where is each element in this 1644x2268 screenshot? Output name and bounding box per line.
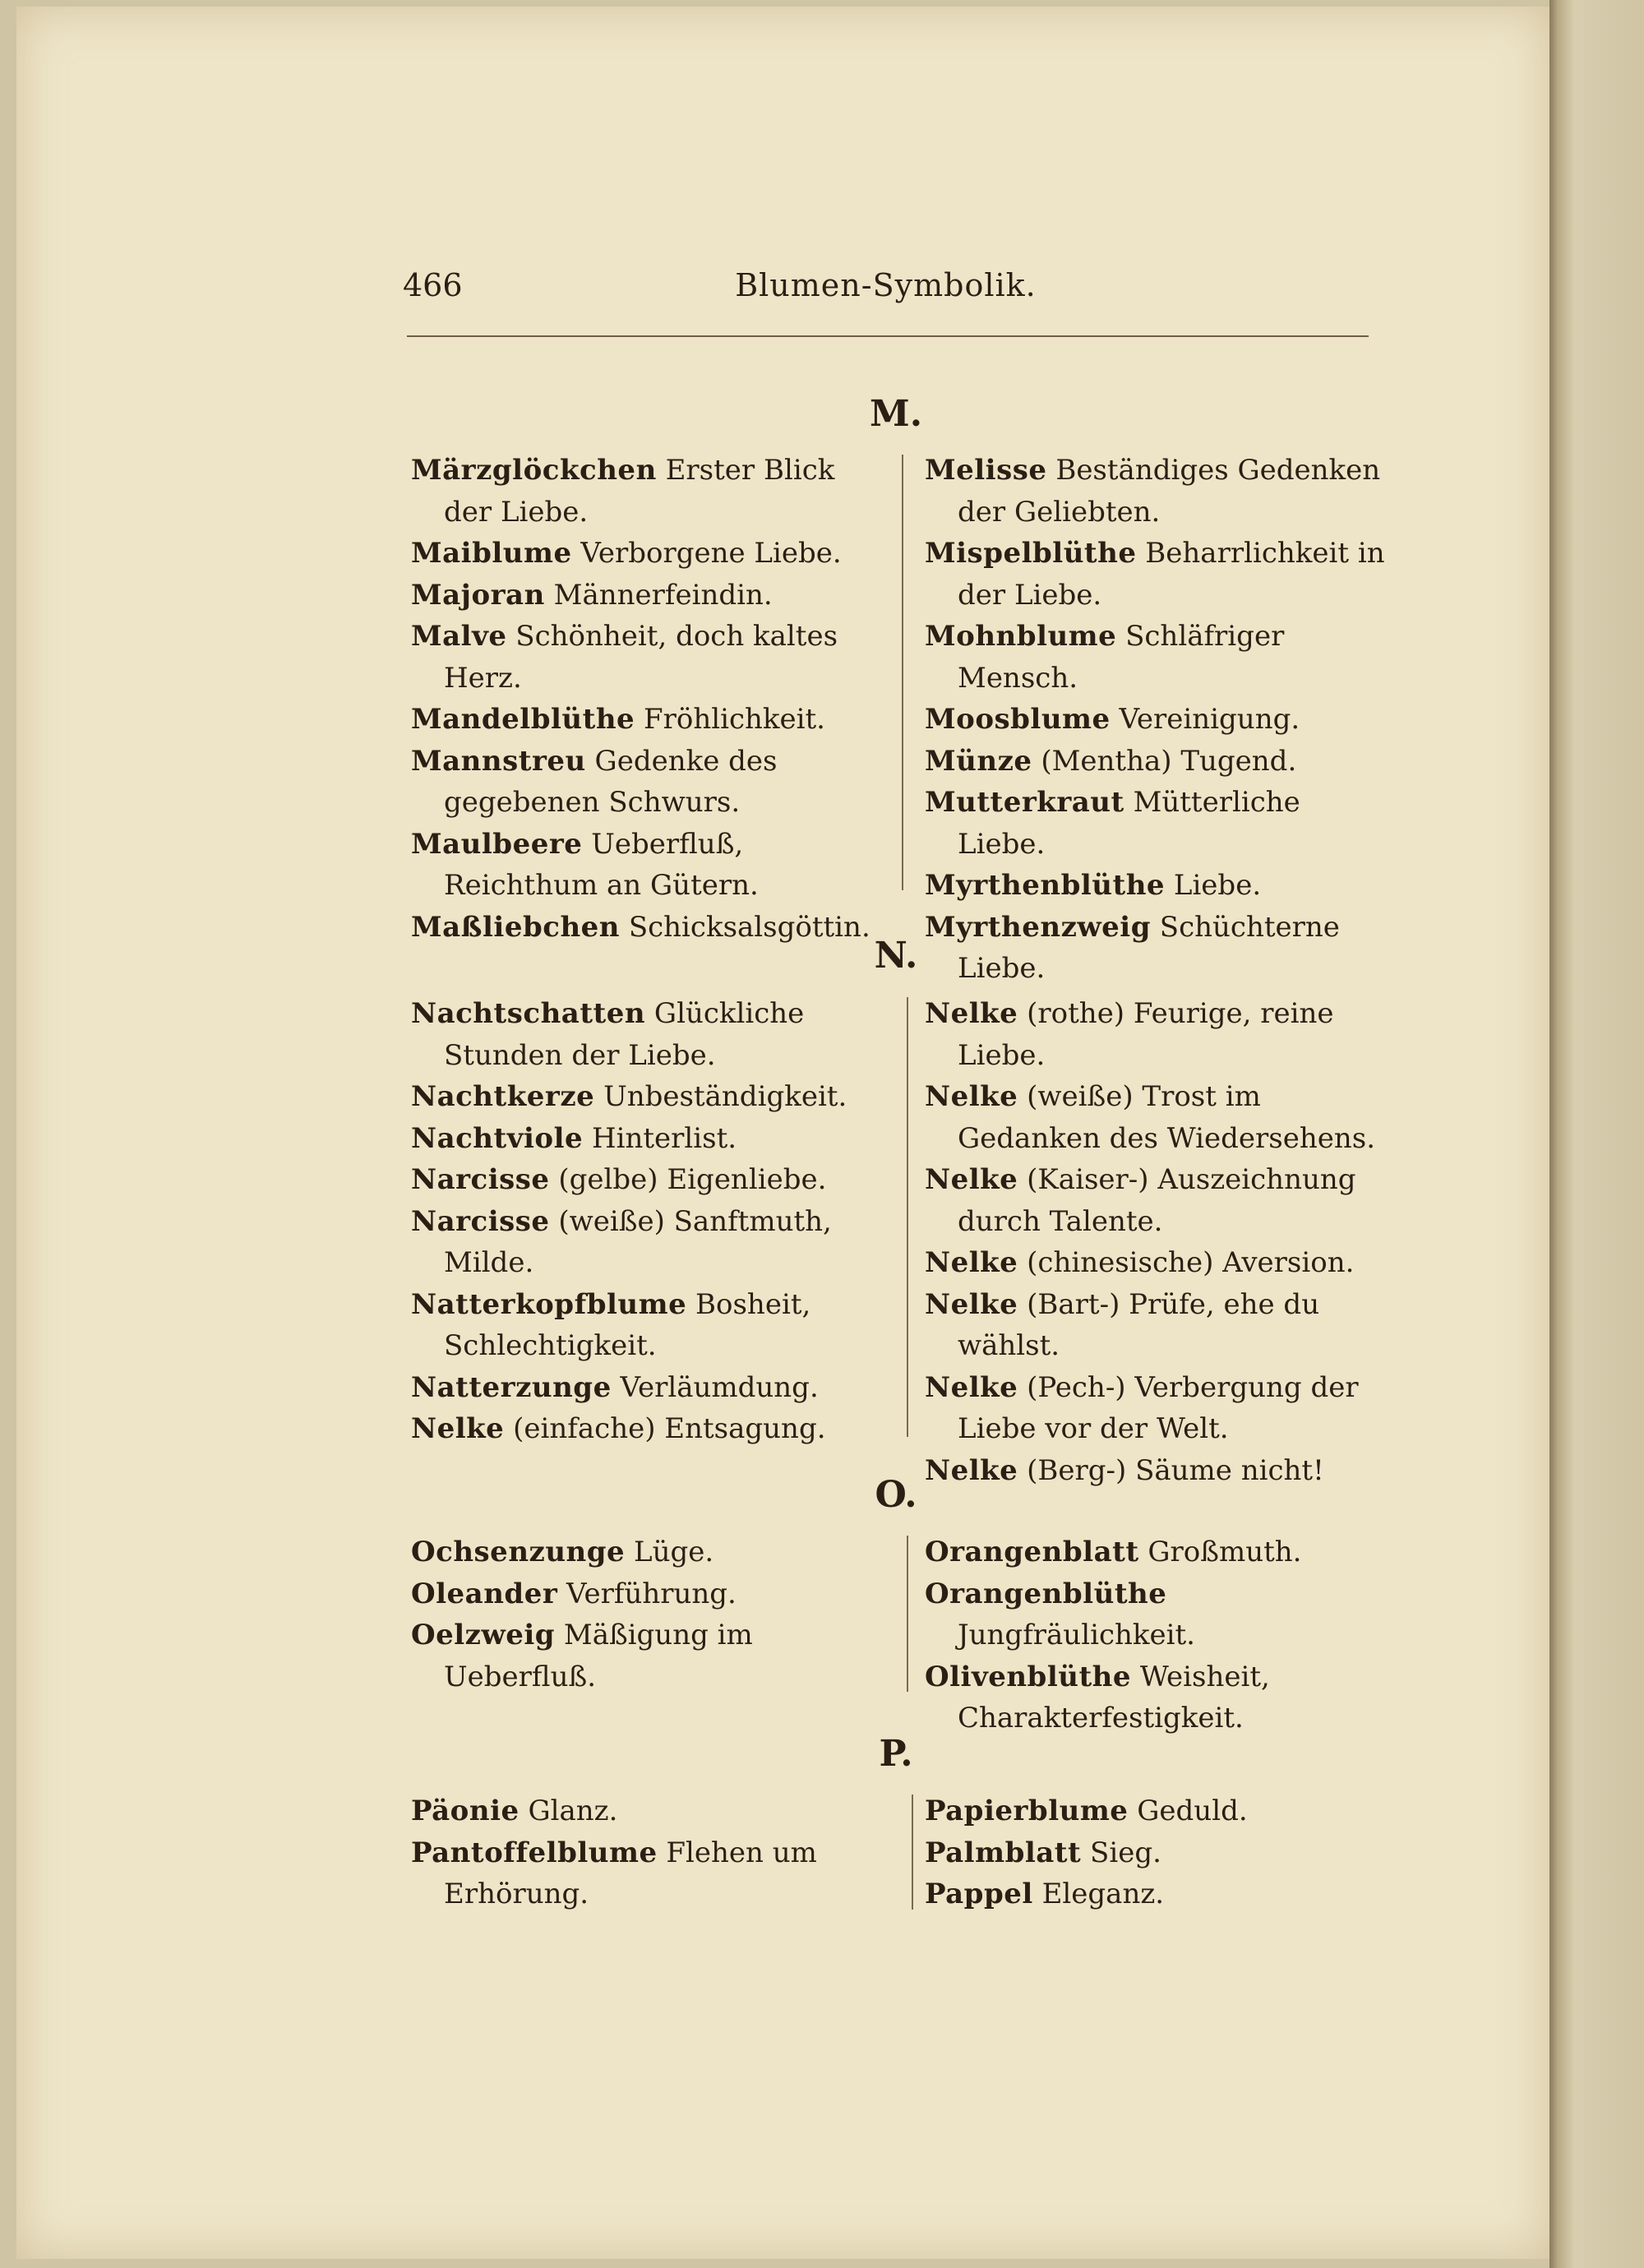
entry-meaning: Sieg.	[1090, 1836, 1161, 1869]
section-heading-n: N.	[874, 935, 918, 977]
section-heading-m: M.	[869, 393, 923, 435]
entry-meaning: Schläfriger Mensch.	[958, 620, 1285, 695]
entry	[925, 616, 1393, 699]
entry-meaning: (weiße) Sanftmuth, Milde.	[444, 1204, 832, 1279]
entry	[925, 1790, 1393, 1832]
entry	[411, 1367, 880, 1409]
entry	[925, 450, 1393, 533]
entry-meaning: Mäßigung im Ueberfluß.	[444, 1619, 753, 1693]
entry	[411, 450, 880, 533]
entry-meaning: Beharrlichkeit in der Liebe.	[958, 537, 1385, 612]
entry-term: Natterzunge	[411, 1370, 612, 1404]
entry	[411, 1159, 880, 1201]
entry	[925, 865, 1393, 907]
entry-meaning: Großmuth.	[1148, 1536, 1302, 1568]
entry	[925, 1242, 1393, 1284]
entry	[411, 993, 880, 1076]
entry-term: Mispelblüthe	[925, 537, 1137, 570]
entry-meaning: Gedenke des gegebenen Schwurs.	[444, 744, 778, 819]
entry-meaning: Weisheit, Charakterfestigkeit.	[958, 1660, 1270, 1734]
entry-meaning: Schicksalsgöttin.	[628, 910, 870, 944]
entry-meaning: Eleganz.	[1041, 1878, 1165, 1910]
entry-term: Mutterkraut	[925, 786, 1124, 819]
entry-term: Nachtkerze	[411, 1080, 595, 1113]
entry	[411, 1408, 880, 1450]
entry	[925, 993, 1393, 1076]
section-heading-p: P.	[879, 1733, 913, 1775]
entry-term: Melisse	[925, 454, 1047, 487]
entry-meaning: Ueberfluß, Reichthum an Gütern.	[444, 827, 759, 902]
entry	[925, 1367, 1393, 1450]
entry	[411, 616, 880, 699]
entry-term: Nelke	[925, 1163, 1018, 1196]
entry-term: Nelke	[925, 997, 1018, 1030]
entry-meaning: Schüchterne Liebe.	[958, 910, 1340, 985]
entry-term: Mannstreu	[411, 744, 586, 778]
entry	[411, 824, 880, 907]
entry-term: Oleander	[411, 1577, 558, 1610]
section-n-left-column	[411, 993, 880, 1450]
entry-term: Orangenblatt	[925, 1536, 1139, 1568]
entry-meaning: (einfache) Entsagung.	[513, 1412, 826, 1445]
entry	[925, 741, 1393, 783]
entry-term: Myrthenblüthe	[925, 869, 1166, 902]
entry	[411, 1573, 880, 1615]
entry-term: Nelke	[411, 1412, 505, 1445]
entry-meaning: (Mentha) Tugend.	[1041, 744, 1297, 778]
entry-meaning: Bosheit, Schlechtigkeit.	[444, 1287, 811, 1362]
section-o-left-column	[411, 1531, 880, 1698]
entry-term: Olivenblüthe	[925, 1660, 1132, 1693]
entry	[925, 1076, 1393, 1159]
entry-term: Moosblume	[925, 703, 1111, 736]
entry-meaning: Fröhlichkeit.	[644, 703, 825, 736]
entry-meaning: (weiße) Trost im Gedanken des Wiedersehens.	[958, 1080, 1376, 1155]
section-m-right-column	[925, 450, 1393, 990]
entry-term: Münze	[925, 744, 1032, 778]
entry-meaning: Glückliche Stunden der Liebe.	[444, 997, 805, 1072]
entry-meaning: Beständiges Gedenken der Geliebten.	[958, 454, 1381, 529]
entry-meaning: Mütterliche Liebe.	[958, 786, 1300, 861]
entry-term: Maßliebchen	[411, 910, 621, 944]
entry-term: Narcisse	[411, 1204, 550, 1238]
entry-term: Nelke	[925, 1370, 1018, 1404]
entry-meaning: (Pech-) Verbergung der Liebe vor der Welt.	[958, 1370, 1359, 1445]
entry-term: Papierblume	[925, 1795, 1129, 1827]
entry-term: Nelke	[925, 1246, 1018, 1279]
page-header	[403, 267, 1369, 316]
entry-term: Nachtschatten	[411, 997, 646, 1030]
entry	[925, 1832, 1393, 1874]
entry-meaning: Vereinigung.	[1119, 703, 1300, 736]
entry-meaning: Glanz.	[528, 1795, 618, 1827]
entry-meaning: Männerfeindin.	[553, 578, 773, 612]
entry-meaning: (Kaiser-) Auszeichnung durch Talente.	[958, 1163, 1356, 1238]
entry-term: Oelzweig	[411, 1619, 556, 1651]
entry	[925, 1656, 1393, 1739]
entry	[411, 1118, 880, 1160]
entry-meaning: Geduld.	[1137, 1795, 1248, 1827]
entry	[925, 1284, 1393, 1367]
entry	[411, 741, 880, 824]
entry	[411, 533, 880, 575]
entry	[411, 1284, 880, 1367]
entry-meaning: Unbeständigkeit.	[603, 1080, 847, 1113]
section-m-left-column	[411, 450, 880, 948]
entry-term: Narcisse	[411, 1163, 550, 1196]
column-divider	[907, 1536, 908, 1692]
entry-meaning: (Berg-) Säume nicht!	[1027, 1453, 1324, 1487]
entry	[411, 575, 880, 617]
entry-term: Ochsenzunge	[411, 1536, 626, 1568]
entry-term: Myrthenzweig	[925, 910, 1151, 944]
entry	[925, 1531, 1393, 1573]
section-o-right-column	[925, 1531, 1393, 1739]
entry-term: Palmblatt	[925, 1836, 1082, 1869]
entry-term: Pantoffelblume	[411, 1836, 658, 1869]
entry	[925, 533, 1393, 616]
entry-meaning: Flehen um Erhörung.	[444, 1836, 817, 1910]
entry-term: Orangenblüthe	[925, 1577, 1167, 1610]
section-p-left-column	[411, 1790, 880, 1915]
section-p-right-column	[925, 1790, 1393, 1915]
entry-term: Maiblume	[411, 537, 572, 570]
entry-meaning: Jungfräulichkeit.	[958, 1619, 1195, 1651]
entry-meaning: Erster Blick der Liebe.	[444, 454, 835, 529]
entry-term: Päonie	[411, 1795, 520, 1827]
column-divider	[907, 997, 908, 1437]
entry	[925, 1873, 1393, 1915]
entry-meaning: Schönheit, doch kaltes Herz.	[444, 620, 838, 695]
entry	[411, 1832, 880, 1915]
entry-meaning: (chinesische) Aversion.	[1027, 1246, 1355, 1279]
entry-term: Natterkopfblume	[411, 1287, 687, 1321]
entry-term: Malve	[411, 620, 507, 653]
section-n-right-column	[925, 993, 1393, 1491]
entry-meaning: Liebe.	[1173, 869, 1262, 902]
entry-term: Nelke	[925, 1287, 1018, 1321]
entry-term: Nelke	[925, 1453, 1018, 1487]
entry	[411, 1201, 880, 1284]
entry	[411, 1076, 880, 1118]
entry-term: Nachtviole	[411, 1121, 584, 1155]
entry-term: Pappel	[925, 1878, 1033, 1910]
entry-term: Mandelblüthe	[411, 703, 635, 736]
section-heading-o: O.	[875, 1474, 917, 1516]
page-number: 466	[403, 267, 463, 303]
facing-page-edge	[1549, 0, 1644, 2268]
entry	[925, 699, 1393, 741]
entry-term: Majoran	[411, 578, 545, 612]
entry	[411, 1790, 880, 1832]
entry-meaning: Verläumdung.	[620, 1370, 819, 1404]
entry-meaning: Verborgene Liebe.	[580, 537, 842, 570]
entry-meaning: (Bart-) Prüfe, ehe du wählst.	[958, 1287, 1320, 1362]
entry-meaning: (gelbe) Eigenliebe.	[558, 1163, 827, 1196]
entry	[411, 699, 880, 741]
column-divider	[912, 1795, 913, 1910]
entry-meaning: Hinterlist.	[591, 1121, 737, 1155]
entry	[925, 1159, 1393, 1242]
entry-term: Märzglöckchen	[411, 454, 657, 487]
entry	[925, 782, 1393, 865]
running-title: Blumen-Symbolik.	[735, 267, 1037, 303]
entry	[411, 1614, 880, 1698]
entry-term: Mohnblume	[925, 620, 1117, 653]
entry	[925, 1573, 1393, 1656]
column-divider	[902, 455, 903, 890]
entry-term: Nelke	[925, 1080, 1018, 1113]
entry-meaning: Lüge.	[634, 1536, 714, 1568]
entry	[411, 1531, 880, 1573]
entry-meaning: (rothe) Feurige, reine Liebe.	[958, 997, 1334, 1072]
header-rule	[407, 335, 1369, 337]
entry-term: Maulbeere	[411, 827, 583, 861]
entry-meaning: Verführung.	[566, 1577, 737, 1610]
